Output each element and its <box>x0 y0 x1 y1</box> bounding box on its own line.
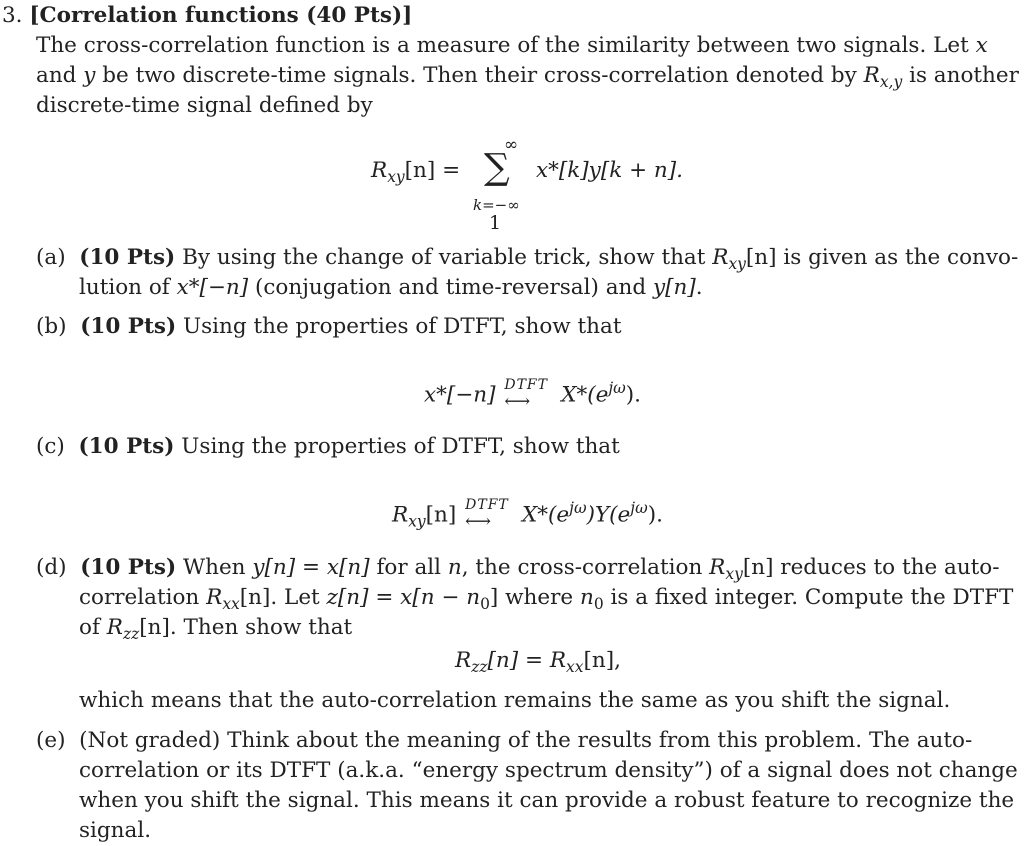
part-c-equation <box>392 495 663 534</box>
part-c-rhs-2: )Y(e <box>586 502 631 528</box>
double-arrow-icon: ⟷ <box>465 510 491 532</box>
part-d-line-1 <box>36 555 1000 587</box>
part-d-eq-mid: [n] = R <box>487 648 567 673</box>
part-d-R-xx-arg: [n] <box>239 585 271 610</box>
part-c-rhs-1: X*(e <box>521 502 570 528</box>
part-a-text-1: By using the change of variable trick, show that <box>182 245 706 270</box>
intro-line-2 <box>36 63 1019 95</box>
part-a-text-2-end: . <box>695 275 703 300</box>
part-d-text-let: . Let <box>270 585 320 610</box>
dtft-arrow-b <box>502 376 554 412</box>
part-d-R-zz-symbol: R <box>106 615 123 640</box>
intro-line-3 <box>36 93 373 119</box>
part-d-text-fixed: is a fixed integer. Compute the DTFT <box>610 585 1014 610</box>
sum-symbol: ∑ <box>484 147 510 188</box>
part-d-line-4: which means that the auto-correlation remains the same as you shift the signal. <box>79 688 951 713</box>
intro-R <box>863 63 903 91</box>
part-d-eq-rhs-sub: xx <box>566 657 584 676</box>
problem-header <box>2 3 412 29</box>
part-b-rhs-end: ). <box>625 382 642 408</box>
part-d-text-cross: , the cross-correlation <box>461 555 703 580</box>
part-d-R-xy-symbol: R <box>709 555 726 580</box>
part-d-R-zz-sub: zz <box>122 624 140 643</box>
part-d-eq-2 <box>326 585 499 613</box>
def-R-arg: [n] = <box>404 158 461 183</box>
part-d-eq-lhs-sub: zz <box>471 657 488 676</box>
part-d-eq-2-main: z[n] = x[n − n <box>326 585 481 610</box>
part-e-line-4: signal. <box>79 818 152 843</box>
part-d-text-reduces: reduces to the auto- <box>780 555 1000 580</box>
part-e-text-1: (Not graded) Think about the meaning of the results from this problem. The auto- <box>79 728 973 753</box>
definition-lhs <box>371 158 460 190</box>
intro-R-symbol: R <box>863 63 880 88</box>
part-a-line-1 <box>36 245 1018 277</box>
part-e-label: (e) <box>36 728 66 753</box>
part-a-line-2 <box>79 275 703 301</box>
part-e-line-1 <box>36 728 972 754</box>
part-c-rhs-1-sup: jω <box>569 499 587 517</box>
intro-and: and <box>36 63 77 88</box>
def-R: R <box>371 158 388 183</box>
part-d-n0-sub: 0 <box>593 594 604 613</box>
dtft-arrow-c-label: DTFT <box>465 496 509 513</box>
part-d-R-zz <box>106 615 170 643</box>
part-b-rhs: X*(e <box>561 382 609 408</box>
part-d-text-when: When <box>183 555 246 580</box>
part-a-points: (10 Pts) <box>79 245 176 270</box>
part-c-label: (c) <box>36 434 65 459</box>
part-d-eq-2-sub: 0 <box>480 594 490 613</box>
part-d-text-correlation: correlation <box>79 585 200 610</box>
part-c-rhs-end: ). <box>647 502 663 528</box>
part-d-text-of: of <box>79 615 100 640</box>
sum-upper-limit: ∞ <box>504 135 519 155</box>
part-d-eq-end: [n], <box>583 648 621 673</box>
dtft-arrow-c <box>463 496 515 532</box>
part-a-text-1-end: is given as the convo- <box>783 245 1019 270</box>
part-e-line-3: when you shift the signal. This means it can provide a robust feature to recognize the <box>79 788 1015 813</box>
part-d-text-where: where <box>505 585 574 610</box>
intro-text-2-end: is another <box>909 63 1019 88</box>
part-c-R-arg: [n] <box>425 502 457 528</box>
part-a-R-arg: [n] <box>745 245 777 270</box>
part-c-points: (10 Pts) <box>78 434 175 459</box>
part-d-R-xy <box>709 555 774 583</box>
part-d-line-3 <box>79 615 352 647</box>
part-d-label: (d) <box>36 555 67 580</box>
part-d-R-xx-sub: xx <box>222 594 240 613</box>
part-b-label: (b) <box>36 314 67 339</box>
part-d-eq-lhs: R <box>455 648 472 673</box>
def-R-sub: xy <box>387 167 405 186</box>
part-e-line-2: correlation or its DTFT (a.k.a. “energy spectrum density”) of a signal does not change <box>79 758 1018 783</box>
part-b-equation <box>424 375 642 412</box>
intro-line-1 <box>36 33 988 59</box>
part-d-R-xx-symbol: R <box>206 585 223 610</box>
part-d-eq-1: y[n] = x[n] <box>252 555 370 580</box>
definition-rhs: x*[k]y[k + n]. <box>536 158 683 183</box>
dtft-arrow-b-label: DTFT <box>504 376 548 393</box>
part-a-text-2: lution of <box>79 275 170 300</box>
part-b-points: (10 Pts) <box>80 314 177 339</box>
part-a-text-2-mid: (conjugation and time-reversal) and <box>254 275 647 300</box>
part-c-text: Using the properties of DTFT, show that <box>181 434 620 459</box>
part-b-text: Using the properties of DTFT, show that <box>183 314 622 339</box>
part-b-line-1 <box>36 314 621 340</box>
part-a-R-sub: xy <box>728 254 746 273</box>
sum-lower-limit: k=−∞ <box>473 196 520 214</box>
part-d-n0-symbol: n <box>579 585 594 610</box>
part-d-n0 <box>579 585 604 613</box>
part-a-R <box>712 245 777 273</box>
part-c-R-sub: xy <box>408 512 426 531</box>
intro-var-y: y <box>83 63 96 88</box>
problem-number: 3. <box>2 3 23 28</box>
part-b-lhs: x*[−n] <box>424 382 496 408</box>
part-d-text-forall: for all <box>376 555 442 580</box>
intro-R-subscript: x,y <box>879 72 903 91</box>
part-d-text-then: . Then show that <box>169 615 353 640</box>
part-d-eq-2-end: ] <box>489 585 499 610</box>
intro-text-2: be two discrete-time signals. Then their cross-correlation denoted by <box>102 63 857 88</box>
part-d-line-2 <box>79 585 1013 617</box>
intro-var-x: x <box>975 33 988 58</box>
part-d-equation <box>455 648 621 680</box>
part-c-rhs-2-sup: jω <box>630 499 648 517</box>
intro-text-3: discrete-time signal defined by <box>36 93 373 118</box>
part-d-points: (10 Pts) <box>80 555 177 580</box>
part-d-R-xy-sub: xy <box>725 564 743 583</box>
double-arrow-icon: ⟷ <box>504 390 531 412</box>
part-a-expr-1: x*[−n] <box>176 275 249 300</box>
part-d-var-n: n <box>447 555 462 580</box>
stray-number: 1 <box>489 212 502 234</box>
part-c-R: R <box>392 502 409 528</box>
part-c-line-1 <box>36 434 620 460</box>
intro-text-1: The cross-correlation function is a measure of the similarity between two signals. Let <box>36 33 969 58</box>
part-d-R-xy-arg: [n] <box>742 555 774 580</box>
part-d-R-zz-arg: [n] <box>139 615 170 640</box>
part-b-rhs-sup: jω <box>608 379 626 397</box>
part-a-R-symbol: R <box>712 245 729 270</box>
problem-title: [Correlation functions (40 Pts)] <box>29 3 413 28</box>
part-a-expr-2: y[n] <box>652 275 696 300</box>
part-d-R-xx <box>206 585 271 613</box>
part-a-label: (a) <box>36 245 66 270</box>
